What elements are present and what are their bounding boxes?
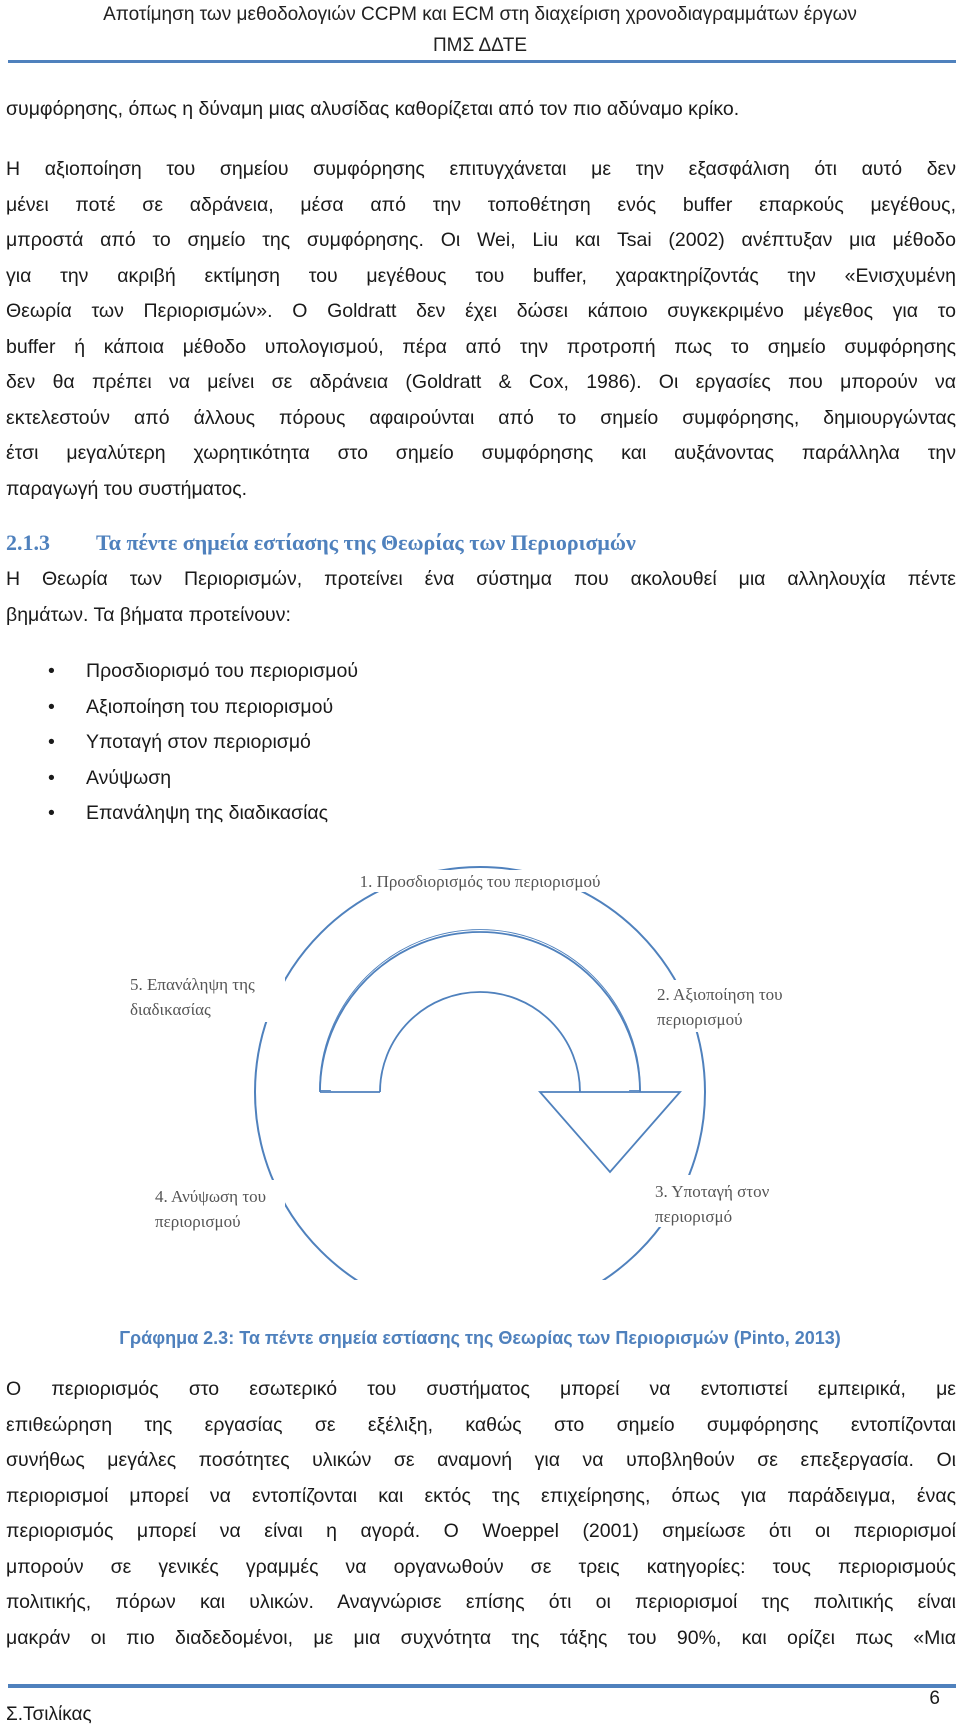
page-number: 6: [929, 1688, 940, 1709]
paragraph-line: περιορισμός μπορεί να είναι η αγορά. Ο Woeppel (2001) σημείωσε ότι οι περιορισμοί: [6, 1520, 956, 1542]
paragraph-line: συμφόρησης, όπως η δύναμη μιας αλυσίδας καθορίζεται από τον πιο αδύναμο κρίκο.: [6, 98, 740, 120]
bullet-icon: •: [48, 802, 55, 824]
diagram-label-step3b: περιορισμό: [655, 1207, 733, 1226]
diagram-label-step2b: περιορισμού: [657, 1010, 743, 1029]
figure-caption: Γράφημα 2.3: Τα πέντε σημεία εστίασης της Θεωρίας των Περιορισμών (Pinto, 2013): [119, 1328, 841, 1348]
paragraph-line: για την ακριβή εκτίμηση του μεγέθους του buffer, χαρακτηρίζοντάς την «Ενισχυμένη: [6, 264, 956, 287]
paragraph-line: εκτελεστούν από άλλους πόρους αφαιρούνται από το σημείο συμφόρησης, δημιουργώντας: [6, 406, 956, 429]
paragraph-line: buffer ή κάποια μέθοδο υπολογισμού, πέρα από την προτροπή πως το σημείο συμφόρησης: [6, 335, 956, 358]
paragraph-line: μπορούν σε γενικές γραμμές να οργανωθούν σε τρεις κατηγορίες: τους περιορισμούς: [6, 1555, 956, 1578]
list-item-text: Επανάληψη της διαδικασίας: [86, 802, 329, 824]
paragraph-line: Ο περιορισμός στο εσωτερικό του συστήματος μπορεί να εντοπιστεί εμπειρικά, με: [6, 1378, 956, 1400]
list-item-text: Προσδιορισμό του περιορισμού: [86, 660, 359, 682]
paragraph-line: μακράν οι πιο διαδεδομένοι, με μια συχνότητα της τάξης του 90%, και ορίζει πως «Μια: [6, 1626, 956, 1649]
header-title: Αποτίμηση των μεθοδολογιών CCPM και ECM στη διαχείριση χρονοδιαγραμμάτων έργων: [103, 4, 857, 25]
diagram-label-step5a: 5. Επανάληψη της: [130, 975, 255, 994]
paragraph-2: [6, 152, 956, 507]
bullet-icon: •: [48, 766, 55, 789]
section-number: 2.1.3: [6, 530, 50, 555]
paragraph-line: μπροστά από το σημείο της συμφόρησης. Οι Wei, Liu και Tsai (2002) ανέπτυξαν μια μέθοδο: [6, 229, 956, 251]
five-steps-diagram: [130, 860, 830, 1280]
arrow-head-icon: [540, 1092, 680, 1172]
footer-author: Σ.Τσιλίκας: [6, 1704, 92, 1725]
paragraph-line: έτσι μεγαλύτερη χωρητικότητα στο σημείο συμφόρησης και αυξάνοντας παράλληλα την: [6, 442, 956, 464]
paragraph-1: [6, 92, 956, 128]
paragraph-line: περιορισμοί μπορεί να εντοπίζονται και εκτός της επιχείρησης, όπως για παράδειγμα, ένας: [6, 1484, 956, 1507]
diagram-label-step2a: 2. Αξιοποίηση του: [657, 985, 783, 1004]
header-subtitle: ΠΜΣ ΔΔΤΕ: [432, 35, 528, 56]
paragraph-line: Η Θεωρία των Περιορισμών, προτείνει ένα σύστημα που ακολουθεί μια αλληλουχία πέντε: [6, 568, 956, 590]
paragraph-line: συνήθως μεγάλες ποσότητες υλικών σε αναμονή για να υποβληθούν σε επεξεργασία. Οι: [6, 1449, 956, 1471]
section-heading: [6, 528, 636, 558]
paragraph-line: Θεωρία των Περιορισμών». Ο Goldratt δεν έχει δώσει κάποιο συγκεκριμένο μέγεθος για το: [6, 300, 956, 322]
diagram-label-step4a: 4. Ανύψωση του: [155, 1187, 267, 1206]
arrow-shape-icon: [320, 930, 640, 1090]
paragraph-line: δεν θα πρέπει να μείνει σε αδράνεια (Goldratt & Cox, 1986). Οι εργασίες που μπορούν να: [6, 371, 956, 393]
list-item-text: Ανύψωση: [86, 766, 172, 789]
paragraph-4: [6, 1372, 956, 1656]
paragraph-line: βημάτων. Τα βήματα προτείνουν:: [6, 603, 291, 626]
section-title: Τα πέντε σημεία εστίασης της Θεωρίας των Περιορισμών: [96, 530, 636, 555]
bullet-icon: •: [48, 660, 55, 682]
diagram-label-step3a: 3. Υποταγή στον: [655, 1182, 770, 1201]
diagram-label-step1: 1. Προσδιορισμός του περιορισμού: [359, 872, 601, 891]
paragraph-line: μένει ποτέ σε αδράνεια, μέσα από την τοποθέτηση ενός buffer επαρκούς μεγέθους,: [6, 193, 956, 216]
paragraph-line: παραγωγή του συστήματος.: [6, 477, 248, 500]
paragraph-line: πολιτικής, πόρων και υλικών. Αναγνώρισε επίσης ότι οι περιορισμοί της πολιτικής είναι: [6, 1591, 956, 1613]
list-item-text: Αξιοποίηση του περιορισμού: [86, 695, 334, 718]
diagram-label-step5b: διαδικασίας: [130, 1000, 211, 1019]
footer-rule: [8, 1684, 956, 1688]
header-rule: [8, 60, 956, 63]
bullet-icon: •: [48, 731, 55, 753]
paragraph-line: επιθεώρηση της εργασίας σε εξέλιξη, καθώς στο σημείο συμφόρησης εντοπίζονται: [6, 1413, 956, 1436]
diagram-label-step4b: περιορισμού: [155, 1212, 241, 1231]
bullet-icon: •: [48, 695, 55, 718]
paragraph-3: [6, 562, 956, 633]
list-item-text: Υποταγή στον περιορισμό: [86, 731, 311, 753]
paragraph-line: Η αξιοποίηση του σημείου συμφόρησης επιτυγχάνεται με την εξασφάλιση ότι αυτό δεν: [6, 158, 956, 180]
diagram-svg: [130, 860, 830, 1280]
